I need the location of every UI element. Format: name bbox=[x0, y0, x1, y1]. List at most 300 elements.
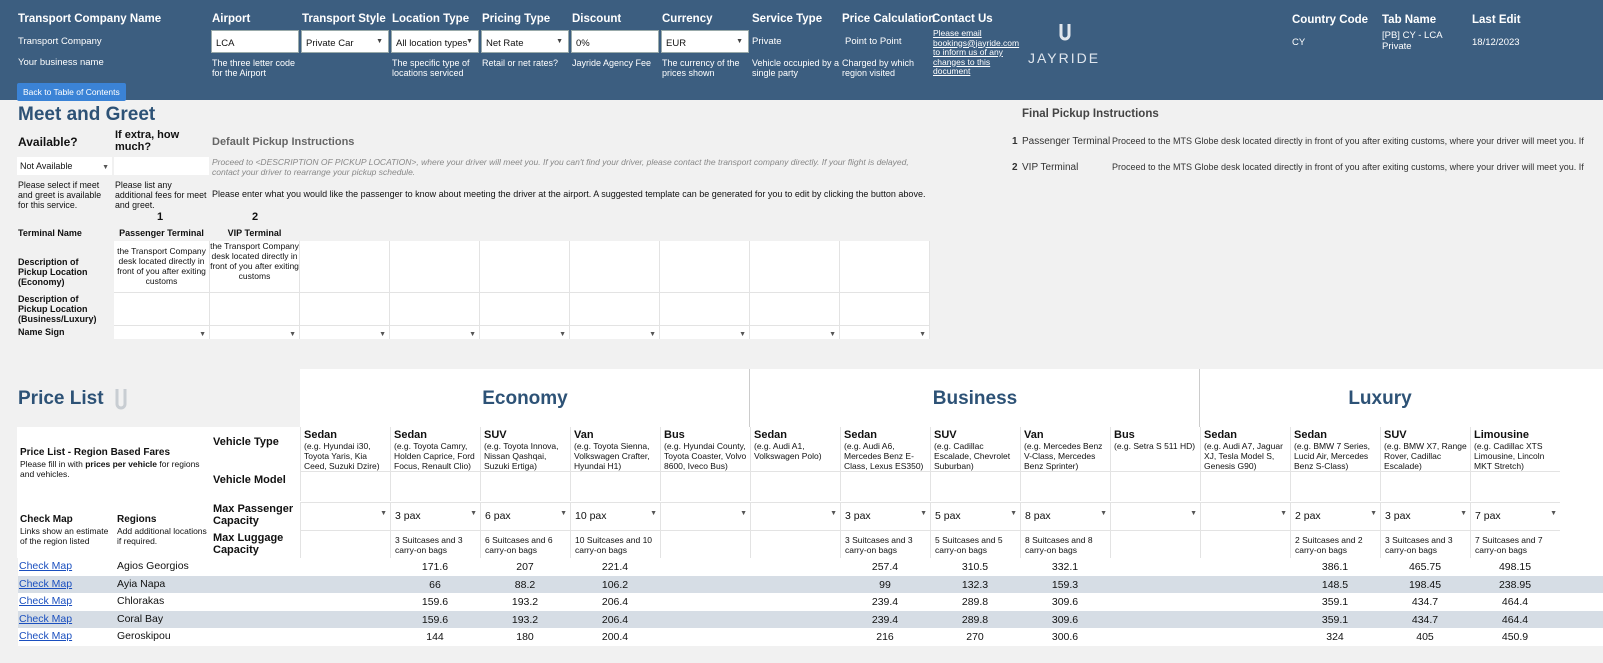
desc-business-cell[interactable] bbox=[300, 293, 390, 326]
chevron-down-icon: ▼ bbox=[199, 331, 206, 338]
desc-business-cell[interactable] bbox=[840, 293, 930, 326]
name-sign-select[interactable] bbox=[570, 326, 660, 339]
chevron-down-icon: ▼ bbox=[650, 510, 657, 517]
price-cell[interactable]: 66 bbox=[429, 578, 441, 591]
max-pax-value: 7 pax bbox=[1475, 510, 1501, 522]
chevron-down-icon: ▼ bbox=[1010, 510, 1017, 517]
max-luggage-cell[interactable]: 2 Suitcases and 2 carry-on bags bbox=[1290, 530, 1380, 558]
max-pax-select[interactable] bbox=[570, 502, 660, 530]
price-cell[interactable]: 309.6 bbox=[1051, 596, 1079, 609]
discount-input[interactable] bbox=[571, 30, 659, 53]
max-luggage-cell[interactable]: 3 Suitcases and 3 carry-on bags bbox=[840, 530, 930, 558]
vehicle-type-cell[interactable] bbox=[840, 427, 930, 471]
max-pax-select[interactable] bbox=[1470, 502, 1560, 530]
price-cell[interactable]: 238.95 bbox=[1498, 578, 1532, 591]
available-value: Not Available bbox=[20, 161, 73, 171]
desc-business-cell[interactable] bbox=[750, 293, 840, 326]
discount-desc: Jayride Agency Fee bbox=[572, 58, 652, 68]
vehicle-model-label: Vehicle Model bbox=[213, 474, 286, 486]
max-pax-select[interactable] bbox=[1380, 502, 1470, 530]
price-cell[interactable]: 270 bbox=[966, 631, 984, 644]
available-label: Available? bbox=[18, 135, 78, 149]
chevron-down-icon: ▼ bbox=[1280, 510, 1287, 517]
max-luggage-cell[interactable]: 8 Suitcases and 8 carry-on bags bbox=[1020, 530, 1110, 558]
name-sign-select[interactable] bbox=[750, 326, 840, 339]
section-luxury: Luxury bbox=[1348, 388, 1412, 409]
location-label: Location Type bbox=[392, 13, 470, 25]
default-pickup-label: Default Pickup Instructions bbox=[212, 136, 355, 148]
jayride-mark-icon bbox=[111, 385, 131, 415]
price-cell[interactable]: 239.4 bbox=[871, 613, 899, 626]
price-cell[interactable]: 450.9 bbox=[1501, 631, 1529, 644]
price-cell[interactable]: 206.4 bbox=[601, 613, 629, 626]
vehicle-model-cell[interactable] bbox=[1470, 471, 1560, 501]
price-cell[interactable]: 206.4 bbox=[601, 596, 629, 609]
vehicle-model-cell[interactable] bbox=[1110, 471, 1200, 501]
table-row bbox=[18, 576, 1603, 594]
desc-economy-cell[interactable] bbox=[480, 241, 570, 293]
section-economy: Economy bbox=[482, 388, 568, 409]
max-pax-select[interactable] bbox=[660, 502, 750, 530]
max-pax-label: Max Passenger Capacity bbox=[213, 503, 294, 527]
region-fares-desc bbox=[20, 459, 208, 479]
currency-select[interactable] bbox=[661, 30, 749, 53]
name-sign-label: Name Sign bbox=[18, 327, 65, 337]
max-luggage-cell[interactable] bbox=[750, 530, 840, 558]
chevron-down-icon: ▼ bbox=[1550, 510, 1557, 517]
vehicle-examples: (e.g. BMW 7 Series, Lucid Air, Mercedes Benz S-Class) bbox=[1294, 441, 1371, 471]
pricing-value: Net Rate bbox=[486, 38, 524, 49]
chevron-down-icon: ▼ bbox=[560, 510, 567, 517]
jayride-logo-text: JAYRIDE bbox=[1028, 50, 1101, 66]
calc-label: Price Calculation bbox=[842, 13, 936, 25]
region-fares-title: Price List - Region Based Fares bbox=[20, 447, 171, 458]
max-pax-select[interactable] bbox=[1290, 502, 1380, 530]
chevron-down-icon: ▼ bbox=[1460, 510, 1467, 517]
vehicle-examples: (e.g. Audi A7, Jaguar XJ, Tesla Model S, Genesis G90) bbox=[1204, 441, 1283, 471]
price-cell[interactable]: 464.4 bbox=[1501, 596, 1529, 609]
vehicle-model-cell[interactable] bbox=[480, 471, 570, 501]
terminal-name-1[interactable]: Passenger Terminal bbox=[119, 228, 204, 238]
back-to-toc-button[interactable]: Back to Table of Contents bbox=[17, 83, 126, 101]
price-list-title: Price List bbox=[18, 388, 104, 409]
vehicle-examples: (e.g. Toyota Innova, Nissan Qashqai, Suzuki Ertiga) bbox=[484, 441, 559, 471]
terminal-col-1: 1 bbox=[157, 211, 164, 223]
region-name[interactable]: Geroskipou bbox=[117, 630, 171, 643]
final-name-1: Passenger Terminal bbox=[1022, 136, 1111, 147]
company-label: Transport Company Name bbox=[18, 13, 162, 25]
vehicle-model-cell[interactable] bbox=[1020, 471, 1110, 501]
vehicle-type: Sedan bbox=[844, 429, 878, 441]
price-cell[interactable]: 289.8 bbox=[961, 596, 989, 609]
vehicle-type-cell[interactable] bbox=[1290, 427, 1380, 471]
desc-economy-cell[interactable] bbox=[660, 241, 750, 293]
price-cell[interactable]: 310.5 bbox=[961, 561, 989, 573]
calc-value[interactable]: Point to Point bbox=[845, 36, 902, 47]
pickup-grid bbox=[114, 241, 930, 339]
chevron-down-icon: ▼ bbox=[740, 510, 747, 517]
currency-desc: The currency of the prices shown bbox=[662, 58, 740, 78]
price-cell[interactable]: 159.6 bbox=[421, 596, 449, 609]
desc-economy-2[interactable]: the Transport Company desk located directly in front of you after exiting customs bbox=[210, 241, 300, 293]
price-cell[interactable]: 289.8 bbox=[961, 613, 989, 626]
chevron-down-icon: ▼ bbox=[739, 331, 746, 338]
name-sign-select[interactable] bbox=[840, 326, 930, 339]
country-label: Country Code bbox=[1292, 14, 1369, 26]
max-luggage-label: Max Luggage Capacity bbox=[213, 532, 284, 556]
price-cell[interactable]: 171.6 bbox=[421, 561, 449, 573]
max-pax-select[interactable] bbox=[930, 502, 1020, 530]
country-value: CY bbox=[1292, 37, 1306, 48]
discount-label: Discount bbox=[572, 13, 622, 25]
max-pax-value: 5 pax bbox=[935, 510, 961, 522]
calc-desc: Charged by which region visited bbox=[842, 58, 915, 78]
max-luggage-cell[interactable]: 10 Suitcases and 10 carry-on bags bbox=[570, 530, 660, 558]
max-luggage-cell[interactable] bbox=[1200, 530, 1290, 558]
price-cell[interactable]: 99 bbox=[879, 578, 891, 591]
vehicle-type-cell[interactable] bbox=[1470, 427, 1560, 471]
default-pickup-placeholder[interactable]: Proceed to <DESCRIPTION OF PICKUP LOCATION>, where your driver will meet you. If you can't find your driver, please contact the transport company directly. If your flight is delayed, contact your driver to rearrange your pickup schedule. bbox=[212, 157, 909, 177]
max-luggage-cell[interactable]: 6 Suitcases and 6 carry-on bags bbox=[480, 530, 570, 558]
style-label: Transport Style bbox=[302, 13, 386, 25]
currency-label: Currency bbox=[662, 13, 713, 25]
vehicle-type-cell[interactable] bbox=[1110, 427, 1200, 471]
vehicle-examples: (e.g. Toyota Camry, Holden Caprice, Ford Focus, Renault Clio) bbox=[394, 441, 475, 471]
check-map-desc: Links show an estimate of the region listed bbox=[20, 526, 109, 546]
price-cell[interactable]: 159.6 bbox=[421, 613, 449, 626]
service-label: Service Type bbox=[752, 13, 823, 25]
chevron-down-icon: ▼ bbox=[1190, 510, 1197, 517]
pricing-desc: Retail or net rates? bbox=[482, 58, 559, 68]
vehicle-examples: (e.g. Toyota Sienna, Volkswagen Crafter, Hyundai H1) bbox=[574, 441, 650, 471]
currency-value: EUR bbox=[666, 38, 687, 49]
price-cell[interactable]: 88.2 bbox=[514, 578, 536, 591]
service-value[interactable]: Private bbox=[752, 36, 782, 47]
max-pax-select[interactable] bbox=[300, 502, 390, 530]
desc-business-cell[interactable] bbox=[660, 293, 750, 326]
vehicle-type-cell[interactable] bbox=[480, 427, 570, 471]
price-cell[interactable]: 465.75 bbox=[1408, 561, 1442, 573]
max-pax-value: 3 pax bbox=[1385, 510, 1411, 522]
vehicle-examples: (e.g. Setra S 511 HD) bbox=[1114, 441, 1196, 451]
vehicle-type-cell[interactable] bbox=[570, 427, 660, 471]
region-name[interactable]: Ayia Napa bbox=[117, 577, 166, 590]
chevron-down-icon: ▼ bbox=[470, 510, 477, 517]
desc-text: for regions and vehicles. bbox=[20, 459, 200, 479]
price-cell[interactable]: 309.6 bbox=[1051, 613, 1079, 626]
desc-economy-label: Description of Pickup Location (Economy) bbox=[18, 257, 88, 287]
max-pax-select[interactable] bbox=[480, 502, 570, 530]
extra-input[interactable] bbox=[114, 157, 209, 175]
price-cell[interactable]: 180 bbox=[516, 631, 534, 644]
vehicle-type-cell[interactable] bbox=[390, 427, 480, 471]
location-value: All location types bbox=[396, 38, 468, 49]
vehicle-type-cell[interactable] bbox=[1380, 427, 1470, 471]
final-text-2: Proceed to the MTS Globe desk located directly in front of you after exiting customs, where your driver will meet you. If bbox=[1112, 162, 1584, 172]
check-map-header: Check Map bbox=[20, 514, 73, 525]
desc-business-cell[interactable] bbox=[570, 293, 660, 326]
desc-text: Please fill in with bbox=[20, 459, 86, 469]
chevron-down-icon: ▼ bbox=[920, 510, 927, 517]
company-value[interactable]: Transport Company bbox=[18, 36, 102, 47]
chevron-down-icon: ▼ bbox=[380, 510, 387, 517]
divider bbox=[1199, 369, 1200, 427]
vehicle-model-cell[interactable] bbox=[930, 471, 1020, 501]
style-select[interactable] bbox=[301, 30, 389, 53]
final-num-1: 1 bbox=[1012, 136, 1018, 147]
name-sign-select[interactable] bbox=[390, 326, 480, 339]
max-pax-select[interactable] bbox=[750, 502, 840, 530]
desc-economy-cell[interactable] bbox=[750, 241, 840, 293]
table-row bbox=[18, 628, 1603, 646]
price-cell[interactable]: 386.1 bbox=[1321, 561, 1349, 573]
max-luggage-cell[interactable]: 3 Suitcases and 3 carry-on bags bbox=[390, 530, 480, 558]
region-name[interactable]: Agios Georgios bbox=[117, 560, 189, 572]
airport-value: LCA bbox=[216, 38, 235, 49]
region-name[interactable]: Chlorakas bbox=[117, 595, 165, 608]
terminal-col-2: 2 bbox=[252, 211, 259, 223]
desc-economy-cell[interactable] bbox=[840, 241, 930, 293]
airport-label: Airport bbox=[212, 13, 251, 25]
desc-business-cell[interactable] bbox=[114, 293, 210, 326]
max-luggage-cell[interactable] bbox=[1110, 530, 1200, 558]
default-pickup-desc: Please enter what you would like the passenger to know about meeting the driver at the airport. A suggested template can be generated for you to edit by clicking the button above. bbox=[212, 189, 926, 199]
price-cell[interactable]: 434.7 bbox=[1411, 596, 1439, 609]
service-desc: Vehicle occupied by a single party bbox=[752, 58, 840, 78]
pickup-grid-cells bbox=[114, 241, 930, 339]
vehicle-type-cell[interactable] bbox=[1200, 427, 1290, 471]
vehicle-type-cell[interactable] bbox=[1020, 427, 1110, 471]
vehicle-examples: (e.g. Cadillac XTS Limousine, Lincoln MKT Stretch) bbox=[1474, 441, 1545, 471]
vehicle-model-cell[interactable] bbox=[300, 471, 390, 501]
name-sign-select[interactable] bbox=[300, 326, 390, 339]
extra-label: If extra, how much? bbox=[115, 129, 180, 153]
vehicle-type: SUV bbox=[1384, 429, 1407, 441]
max-pax-select[interactable] bbox=[1200, 502, 1290, 530]
vehicle-model-cell[interactable] bbox=[1290, 471, 1380, 501]
vehicle-examples: (e.g. BMW X7, Range Rover, Cadillac Escalade) bbox=[1384, 441, 1467, 471]
price-cell[interactable]: 359.1 bbox=[1321, 613, 1349, 626]
vehicle-type-cell[interactable] bbox=[660, 427, 750, 471]
last-edit-label: Last Edit bbox=[1472, 14, 1521, 26]
chevron-down-icon: ▼ bbox=[1370, 510, 1377, 517]
final-name-2: VIP Terminal bbox=[1022, 162, 1079, 173]
name-sign-select[interactable] bbox=[480, 326, 570, 339]
vehicle-type-cell[interactable] bbox=[930, 427, 1020, 471]
check-map-link[interactable]: Check Map bbox=[19, 560, 73, 572]
max-pax-select[interactable] bbox=[840, 502, 930, 530]
name-sign-select[interactable] bbox=[114, 326, 210, 339]
chevron-down-icon: ▼ bbox=[556, 38, 563, 45]
chevron-down-icon: ▼ bbox=[919, 331, 926, 338]
max-luggage-cell[interactable] bbox=[300, 530, 390, 558]
pricing-label: Pricing Type bbox=[482, 13, 551, 25]
price-cell[interactable]: 332.1 bbox=[1051, 561, 1079, 573]
max-pax-value: 8 pax bbox=[1025, 510, 1051, 522]
available-desc: Please select if meet and greet is available for this service. bbox=[18, 180, 102, 210]
desc-economy-cell[interactable] bbox=[390, 241, 480, 293]
chevron-down-icon: ▼ bbox=[829, 331, 836, 338]
price-cell[interactable]: 106.2 bbox=[601, 578, 629, 591]
price-cell[interactable]: 198.45 bbox=[1408, 578, 1442, 591]
price-cell[interactable]: 498.15 bbox=[1498, 561, 1532, 573]
vehicle-examples: (e.g. Hyundai i30, Toyota Yaris, Kia Ceed, Suzuki Dzire) bbox=[304, 441, 380, 471]
chevron-down-icon: ▼ bbox=[379, 331, 386, 338]
max-pax-value: 3 pax bbox=[395, 510, 421, 522]
price-cell[interactable]: 216 bbox=[876, 631, 894, 644]
price-cell[interactable]: 193.2 bbox=[511, 613, 539, 626]
name-sign-select[interactable] bbox=[660, 326, 750, 339]
vehicle-type: Sedan bbox=[304, 429, 338, 441]
terminal-name-label: Terminal Name bbox=[18, 228, 82, 238]
contact-label: Contact Us bbox=[932, 13, 993, 25]
max-pax-value: 2 pax bbox=[1295, 510, 1321, 522]
chevron-down-icon: ▼ bbox=[1100, 510, 1107, 517]
final-text-1: Proceed to the MTS Globe desk located directly in front of you after exiting customs, where your driver will meet you. If bbox=[1112, 136, 1584, 146]
price-cell[interactable]: 200.4 bbox=[601, 631, 629, 644]
vehicle-type: Van bbox=[1024, 429, 1044, 441]
chevron-down-icon: ▼ bbox=[102, 164, 109, 171]
final-num-2: 2 bbox=[1012, 162, 1018, 173]
price-cell[interactable]: 257.4 bbox=[871, 561, 899, 573]
discount-value: 0% bbox=[576, 38, 590, 49]
price-cell[interactable]: 324 bbox=[1326, 631, 1344, 644]
max-pax-value: 6 pax bbox=[485, 510, 511, 522]
chevron-down-icon: ▼ bbox=[466, 38, 473, 45]
check-map-link[interactable]: Check Map bbox=[19, 577, 73, 590]
jayride-logo-icon bbox=[1052, 20, 1078, 46]
terminal-name-2[interactable]: VIP Terminal bbox=[227, 228, 282, 238]
tab-name-value: [PB] CY - LCA Private bbox=[1382, 30, 1443, 52]
chevron-down-icon: ▼ bbox=[830, 510, 837, 517]
vehicle-model-cell[interactable] bbox=[390, 471, 480, 501]
desc-economy-1[interactable]: the Transport Company desk located directly in front of you after exiting customs bbox=[114, 241, 210, 293]
price-cell[interactable]: 193.2 bbox=[511, 596, 539, 609]
regions-desc: Add additional locations if required. bbox=[117, 526, 207, 546]
vehicle-type: Sedan bbox=[1294, 429, 1328, 441]
vehicle-type: Sedan bbox=[1204, 429, 1238, 441]
max-luggage-cell[interactable]: 7 Suitcases and 7 carry-on bags bbox=[1470, 530, 1560, 558]
price-cell[interactable]: 300.6 bbox=[1051, 631, 1079, 644]
vehicle-type: SUV bbox=[934, 429, 957, 441]
vehicle-type: Van bbox=[574, 429, 594, 441]
check-map-link[interactable]: Check Map bbox=[19, 612, 73, 625]
max-luggage-cell[interactable] bbox=[660, 530, 750, 558]
vehicle-examples: (e.g. Cadillac Escalade, Chevrolet Suburban) bbox=[934, 441, 1011, 471]
check-map-link[interactable]: Check Map bbox=[19, 630, 73, 643]
final-pickup-title: Final Pickup Instructions bbox=[1022, 108, 1159, 120]
name-sign-select[interactable] bbox=[210, 326, 300, 339]
desc-business-cell[interactable] bbox=[390, 293, 480, 326]
vehicle-model-cell[interactable] bbox=[750, 471, 840, 501]
max-pax-select[interactable] bbox=[1110, 502, 1200, 530]
section-business: Business bbox=[932, 388, 1018, 409]
location-desc: The specific type of locations serviced bbox=[392, 58, 470, 78]
chevron-down-icon: ▼ bbox=[376, 38, 383, 45]
vehicle-type: Bus bbox=[1114, 429, 1135, 441]
chevron-down-icon: ▼ bbox=[469, 331, 476, 338]
max-luggage-cell[interactable]: 5 Suitcases and 5 carry-on bags bbox=[930, 530, 1020, 558]
max-pax-select[interactable] bbox=[390, 502, 480, 530]
vehicle-type: Sedan bbox=[754, 429, 788, 441]
vehicle-examples: (e.g. Audi A6, Mercedes Benz E-Class, Lexus ES350) bbox=[844, 441, 924, 471]
airport-input[interactable] bbox=[211, 30, 299, 53]
price-cell[interactable]: 207 bbox=[516, 561, 534, 573]
vehicle-type: Sedan bbox=[394, 429, 428, 441]
desc-bold: prices per vehicle bbox=[85, 459, 158, 469]
price-cell[interactable]: 359.1 bbox=[1321, 596, 1349, 609]
vehicle-type-label: Vehicle Type bbox=[213, 436, 279, 448]
region-name[interactable]: Coral Bay bbox=[117, 612, 164, 625]
price-cell[interactable]: 239.4 bbox=[871, 596, 899, 609]
chevron-down-icon: ▼ bbox=[736, 38, 743, 45]
divider bbox=[749, 369, 750, 427]
max-pax-value: 10 pax bbox=[575, 510, 607, 522]
vehicle-examples: (e.g. Audi A1, Volkswagen Polo) bbox=[754, 441, 822, 461]
company-desc: Your business name bbox=[18, 57, 104, 68]
airport-desc: The three letter code for the Airport bbox=[212, 58, 296, 78]
price-cell[interactable]: 159.3 bbox=[1051, 578, 1079, 591]
price-cell[interactable]: 132.3 bbox=[961, 578, 989, 591]
vehicle-type: Bus bbox=[664, 429, 685, 441]
vehicle-type-cell[interactable] bbox=[750, 427, 840, 471]
location-select[interactable] bbox=[391, 30, 479, 53]
max-luggage-cell[interactable]: 3 Suitcases and 3 carry-on bags bbox=[1380, 530, 1470, 558]
vehicle-model-cell[interactable] bbox=[660, 471, 750, 501]
extra-desc: Please list any additional fees for meet and greet. bbox=[115, 180, 207, 210]
contact-email-link[interactable]: Please email bookings@jayride.com to inform us of any changes to this document bbox=[933, 28, 1020, 76]
last-edit-value: 18/12/2023 bbox=[1472, 37, 1520, 48]
vehicle-model-cell[interactable] bbox=[840, 471, 930, 501]
desc-economy-cell[interactable] bbox=[570, 241, 660, 293]
price-cell[interactable]: 221.4 bbox=[601, 561, 629, 573]
vehicle-model-cell[interactable] bbox=[1200, 471, 1290, 501]
style-value: Private Car bbox=[306, 38, 354, 49]
vehicle-type-cell[interactable] bbox=[300, 427, 390, 471]
chevron-down-icon: ▼ bbox=[289, 331, 296, 338]
max-pax-value: 3 pax bbox=[845, 510, 871, 522]
price-cell[interactable]: 464.4 bbox=[1501, 613, 1529, 626]
vehicle-examples: (e.g. Hyundai County, Toyota Coaster, Volvo 8600, Iveco Bus) bbox=[664, 441, 747, 471]
vehicle-type: Limousine bbox=[1474, 429, 1530, 441]
price-cell[interactable]: 405 bbox=[1416, 631, 1434, 644]
available-select[interactable] bbox=[17, 157, 112, 175]
vehicle-examples: (e.g. Mercedes Benz V-Class, Mercedes Benz Sprinter) bbox=[1024, 441, 1103, 471]
header-bar bbox=[0, 0, 1603, 100]
vehicle-model-cell[interactable] bbox=[570, 471, 660, 501]
vehicle-type: SUV bbox=[484, 429, 507, 441]
desc-economy-cell[interactable] bbox=[300, 241, 390, 293]
max-pax-select[interactable] bbox=[1020, 502, 1110, 530]
desc-business-cell[interactable] bbox=[210, 293, 300, 326]
desc-business-cell[interactable] bbox=[480, 293, 570, 326]
vehicle-model-cell[interactable] bbox=[1380, 471, 1470, 501]
price-cell[interactable]: 148.5 bbox=[1321, 578, 1349, 591]
price-cell[interactable]: 144 bbox=[426, 631, 444, 644]
check-map-link[interactable]: Check Map bbox=[19, 595, 73, 608]
regions-header: Regions bbox=[117, 514, 157, 525]
chevron-down-icon: ▼ bbox=[649, 331, 656, 338]
table-row bbox=[18, 611, 1603, 629]
table-row bbox=[18, 593, 1603, 611]
pricing-select[interactable] bbox=[481, 30, 569, 53]
table-row bbox=[18, 558, 1603, 576]
tab-name-label: Tab Name bbox=[1382, 14, 1437, 26]
meet-greet-title: Meet and Greet bbox=[18, 104, 156, 125]
price-cell[interactable]: 434.7 bbox=[1411, 613, 1439, 626]
desc-business-label: Description of Pickup Location (Business/Luxury) bbox=[18, 294, 97, 324]
chevron-down-icon: ▼ bbox=[559, 331, 566, 338]
